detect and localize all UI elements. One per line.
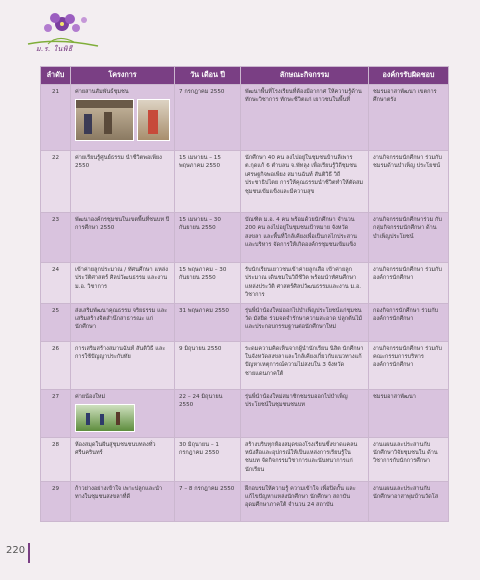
row-number: 25 [41,303,71,341]
logo-text: ม.ร. ในพิธี [36,45,73,53]
project-cell: เข้าค่ายลูกประมาณ / ทัศนศึกษา แหล่งประวัติศาสตร์ ศิลปวัฒนธรรม และงาน ม.อ. วิชาการ [71,263,175,304]
activity-cell: นักศึกษา 40 คน ลงไปอยู่ในชุมชนบ้านลีเพาร ต.กุดแก้ 6 ตำบลน จ.พัทลุง เพื่อเรียนรู้วิถีชุมชน เศรษฐกิจพอเพียง สมานฉันท์ สันติวิธี วิถี ประชาธิปไตย การให้คุณธรรมนำชีวิตทำให้ตัดสม ชุมชนเข้มแข็งและมีความสุข [241,151,369,213]
date-cell: 15 เมษายน – 15 พฤษภาคม 2550 [175,151,241,213]
row-number: 28 [41,437,71,481]
activity-cell: รับนักเรียนเยาวชนเข้าค่ายลูกเสือ เข้าค่ายลูกประมาณ เดินชมในวิถีชีวิต พร้อมนำทัศนศึกษาแหล่งประวัติ ศาสตร์ศิลปวัฒนธรรมและงาน ม.อ. วิชาการ [241,263,369,304]
org-cell: งานแผนและประสานกับ นักศึกษาวิจัยชุมชนใน ด้านวิชาการกับนักการศึกษา [369,437,449,481]
activity-cell: ระดมความคิดเห็นจากผู้นำนักเรียน นิสิต นักศึกษา ในจังหวัดสงขลาและใกล้เคียงเกี่ยวกับแนวทางแก้ ปัญหาเหตุการณ์ความไม่สงบใน 3 จังหวัด ชายแดนภาคใต้ [241,341,369,389]
header-project: โครงการ [71,67,175,85]
date-cell: 31 พฤษภาคม 2550 [175,303,241,341]
table-row [41,437,449,481]
table-row [41,213,449,263]
activities-table [40,66,448,536]
header-org: องค์กรรับผิดชอบ [369,67,449,85]
date-cell: 22 – 24 มิถุนายน 2550 [175,389,241,437]
project-cell [71,85,175,151]
project-name: ค่ายสานสัมพันธ์ชุมชน [75,89,129,95]
org-cell: งานกิจกรรมนักศึกษา ร่วมกับองค์การนักศึกษา [369,263,449,304]
table-row [41,151,449,213]
header-date: วัน เดือน ปี [175,67,241,85]
row-number: 27 [41,389,71,437]
org-cell: งานกิจกรรมนักศึกษา ร่วมกับชมรมด้านบำเพ็ญ ประโยชน์ [369,151,449,213]
project-cell: พัฒนาองค์กรชุมชนในเขตพื้นที่ชนบท ปีการศึกษา 2550 [71,213,175,263]
activity-cell: รุ่นพี่นำน้องใหม่ออกไปบำเพ็ญประโยชน์แก่ชุมชน วัด มัสยิด ร่วมจดจำรักษาความสะอาด ปลูกต้นไม้ และประกอบกรรมฐานต่อนักศึกษาใหม่ [241,303,369,341]
table-header-row [41,67,449,85]
date-cell: 7 กรกฎาคม 2550 [175,85,241,151]
row-number: 23 [41,213,71,263]
table-row [41,85,449,151]
project-cell: ส่งเสริมพัฒนาคุณธรรม จริยธรรม และเสริมสร้างจิตสำนึกสาธารณะ แก่นักศึกษา [71,303,175,341]
project-cell: ก้าวย่างอย่างเข้าใจ เพาะปลูกและนำ ทางในชุมชนสงขลาที่ดี [71,481,175,521]
project-cell: ค่ายเรียนรู้ศูนย์ธรรม นำชีวิตพอเพียง 2550 [71,151,175,213]
org-cell: งานแผนและประสานกับ นักศึกษาอาสาพุ่มบ้านวัดโส [369,481,449,521]
project-cell [71,389,175,437]
activity-photo [75,404,135,432]
header-no: ลำดับ [41,67,71,85]
photo-group [75,99,170,141]
row-number: 22 [41,151,71,213]
table-row [41,341,449,389]
activity-cell: บัณฑิต ม.อ. 4 คน พร้อมด้วยนักศึกษา จำนวน 200 คน ลงไปอยู่ในชุมชนเป้าหมาย จังหวัดสงขลา และพื้นที่ใกล้เคียงเพื่อเป็นกลไกประสานและบริหาร จัดการให้เกิดองค์กรชุมชนเข้มแข็ง [241,213,369,263]
photo-group [75,404,170,432]
org-cell: งานกิจกรรมนักศึกษาร่วม กับกลุ่มกิจกรรมนักศึกษา ด้านบำเพ็ญประโยชน์ [369,213,449,263]
row-number: 26 [41,341,71,389]
activity-photo [75,99,134,141]
page-number: 220 [6,545,26,556]
org-cell: งานกิจกรรมนักศึกษา ร่วมกับคณะกรรมการบริหาร องค์การนักศึกษา [369,341,449,389]
activity-cell: สร้างบริบทุกห้องสมุดของโรงเรียนซึ่งขาดแคลน หนังสือและอุปกรณ์ให้เป็นแหล่งการเรียนรู้ในชนบท จัดกิจกรรมวิชาการและนันทนาการแก่นักเรียน [241,437,369,481]
page-divider [28,543,30,563]
row-number: 21 [41,85,71,151]
project-cell: ห้องสมุดในฝันสู่ชุมชนชนบทลงทั่วศรีนครินทร์ [71,437,175,481]
header-activity: ลักษณะกิจกรรม [241,67,369,85]
date-cell: 7 – 8 กรกฎาคม 2550 [175,481,241,521]
activity-cell: ฝึกอบรมให้ความรู้ ความเข้าใจ เพื่อปิดกั้น และแก้ไขปัญหาแหล่งนักศึกษา นักศึกษา สถาบัน อุดมศึกษาภาคใต้ จำนวน 24 สถาบัน [241,481,369,521]
project-cell: การเสริมสร้างสมานฉันท์ สันติวิธี และการใช้ปัญญาประกับทัย [71,341,175,389]
project-name: ค่ายน้องใหม่ [75,393,106,400]
org-cell: กองกิจการนักศึกษา ร่วมกับองค์การนักศึกษา [369,303,449,341]
activity-cell: รุ่นพี่นำน้องใหม่สมาชิกชมรมออกไปบำเพ็ญ ประโยชน์ในชุมชนชนบท [241,389,369,437]
date-cell: 15 เมษายน – 30 กันยายน 2550 [175,213,241,263]
table-row [41,303,449,341]
date-cell: 15 พฤษภาคม – 30 กันยายน 2550 [175,263,241,304]
table-row [41,389,449,437]
table-row [41,481,449,521]
activity-cell: พัฒนาพื้นที่โรงเรียนที่ต้องมีอากาศ ให้ความรู้ด้าน ทักษะวิชาการ ทักษะชีวิตแก่ เยาวชนในพื้นที่ [241,85,369,151]
org-cell: ชมรมอาสาพัฒนา เขตการศึกษาตรัง [369,85,449,151]
date-cell: 30 มิถุนายน – 1 กรกฎาคม 2550 [175,437,241,481]
activity-photo [137,99,170,141]
date-cell: 9 มิถุนายน 2550 [175,341,241,389]
row-number: 29 [41,481,71,521]
table-row [41,263,449,304]
row-number: 24 [41,263,71,304]
org-cell: ชมรมอาสาพัฒนา [369,389,449,437]
